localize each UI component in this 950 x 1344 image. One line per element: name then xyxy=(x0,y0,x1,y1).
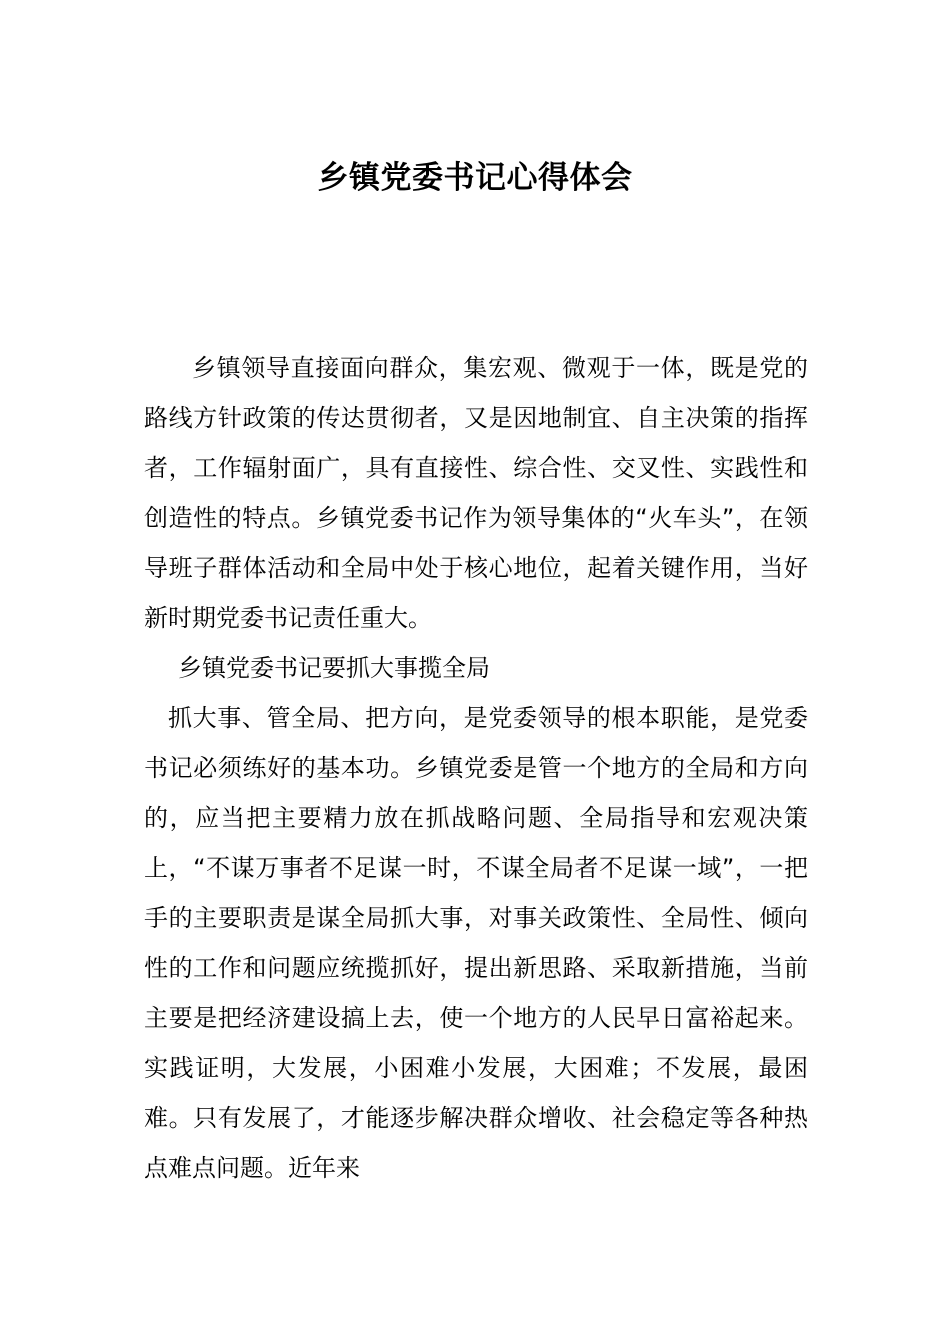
document-title: 乡镇党委书记心得体会 xyxy=(317,160,633,196)
section-heading: 乡镇党委书记要抓大事揽全局 xyxy=(178,654,490,682)
intro-paragraph: 乡镇领导直接面向群众，集宏观、微观于一体，既是党的路线方针政策的传达贯彻者，又是因地制宜、自主决策的指挥者，工作辐射面广，具有直接性、综合性、交叉性、实践性和创造性的特点。乡镇党委书记作为领导集体的“火车头”，在领导班子群体活动和全局中处于核心地位，起着关键作用，当好新时期党委书记责任重大。 xyxy=(144,354,808,632)
body-paragraph: 抓大事、管全局、把方向，是党委领导的根本职能，是党委书记必须练好的基本功。乡镇党委是管一个地方的全局和方向的，应当把主要精力放在抓战略问题、全局指导和宏观决策上，“不谋万事者不足谋一时，不谋全局者不足谋一域”，一把手的主要职责是谋全局抓大事，对事关政策性、全局性、倾向性的工作和问题应统揽抓好，提出新思路、采取新措施，当前主要是把经济建设搞上去，使一个地方的人民早日富裕起来。实践证明，大发展，小困难小发展，大困难；不发展，最困难。只有发展了，才能逐步解决群众增收、社会稳定等各种热点难点问题。近年来 xyxy=(144,704,808,1182)
document-body xyxy=(144,343,808,1193)
